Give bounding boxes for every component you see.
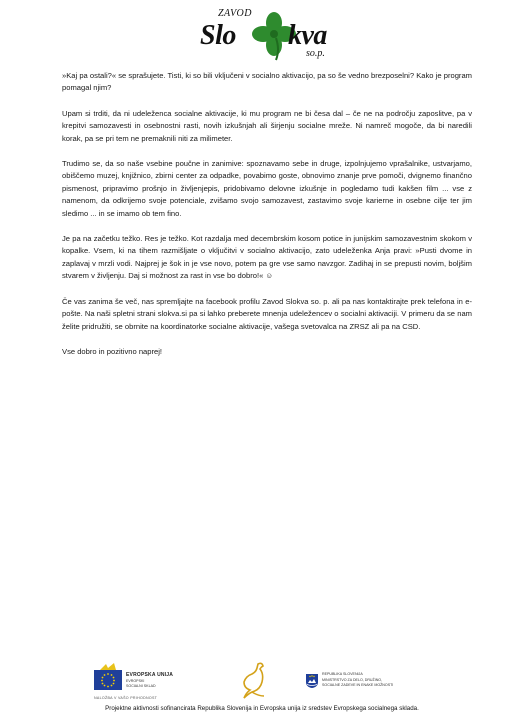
ministry-logo <box>306 670 426 696</box>
paragraph: Vse dobro in pozitivno naprej! <box>62 346 163 356</box>
paragraph: Upam si trditi, da ni udeleženca socialne aktivacije, ki mu program ne bi česa dal – če ne na področju zaposlitve, pa v krepitvi samozavesti in osebnostni rasti, novih izkušnjah ali širjenju socialne mreže. Ni namreč mogoče, da bi naredili korak, pa se pri tem ne premaknili niti za milimeter. <box>62 108 472 143</box>
article-body <box>62 70 472 371</box>
eu-esf-logo <box>94 662 214 702</box>
ministry-line: SOCIALNE ZADEVE IN ENAKE MOŽNOSTI <box>322 683 394 687</box>
funding-note: Projektne aktivnosti sofinancirata Republika Slovenija in Evropska unija iz sredstev Evropskega socialnega sklada. <box>105 705 419 712</box>
slokva-logo <box>196 6 356 62</box>
eu-slogan: NALOŽBA V VAŠO PRIHODNOST <box>94 696 158 700</box>
logo-zavod-text: ZAVOD <box>218 8 252 19</box>
paragraph: Trudimo se, da so naše vsebine poučne in zanimive: spoznavamo sebe in druge, izpolnjujemo vprašalnike, ustvarjamo, obiščemo muzej, knjižnico, zbirni center za odpadke, povabimo goste, obnovimo znanje prve pomoči, dvignemo finančno pismenost, pripravimo prošnjo in življenjepis, pridobivamo delovne izkušnje in pogledamo tudi kakšen film ... vse z namenom, da odkrijemo svoje potenciale, zvišamo svojo samozavest, zastavimo svoje karierne in osebne cilje ter jim sledimo ... in se imamo ob tem fino. <box>62 159 472 218</box>
eu-line: EVROPSKI <box>126 679 145 683</box>
slovenia-crest-icon <box>306 674 318 688</box>
eu-flag-icon <box>94 670 122 690</box>
paragraph: Je pa na začetku težko. Res je težko. Kot razdalja med decembrskim kosom potice in junijskim samozavestnim skokom v kopalke. Vsem, ki na tihem razmišljate o vključitvi v socialno aktivacijo, zato udeleženka Anja pravi: »Pusti dvome in zaplavaj v mrzli vodi. Najprej je šok in je vse novo, potem pa gre vse samo navzgor. Zadihaj in se prepusti novim, boljšim stvarem v življenju. Daj si možnost za rast in vse bo dobro!« ☺ <box>62 234 472 281</box>
paragraph: Če vas zanima še več, nas spremljajte na facebook profilu Zavod Slokva so. p. ali pa nas kontaktirajte prek telefona in e-pošte. Na naši spletni strani slokva.si pa si lahko preberete mnenja udeležencev o socialni aktivaciji. V primeru da se nam želite pridružiti, se obrnite na koordinatorke socialne aktivacije, vašega svetovalca na ZRSZ ali pa na CSD. <box>62 296 472 331</box>
logo-word-left: Slo <box>200 20 236 51</box>
ministry-line: MINISTRSTVO ZA DELO, DRUŽINO, <box>322 678 383 682</box>
logo-word-right: kva <box>288 20 327 51</box>
paragraph: »Kaj pa ostali?« se sprašujete. Tisti, ki so bili vključeni v socialno aktivacijo, pa so še vedno brezposelni? Kako je program pomagal njim? <box>62 71 472 93</box>
kangaroo-logo-icon <box>236 660 272 700</box>
eu-line: SOCIALNI SKLAD <box>126 683 156 688</box>
ministry-line: REPUBLIKA SLOVENIJA <box>322 672 363 676</box>
footer <box>0 656 524 728</box>
eu-title: EVROPSKA UNIJA <box>126 672 174 678</box>
logo-suffix: so.p. <box>306 48 325 59</box>
